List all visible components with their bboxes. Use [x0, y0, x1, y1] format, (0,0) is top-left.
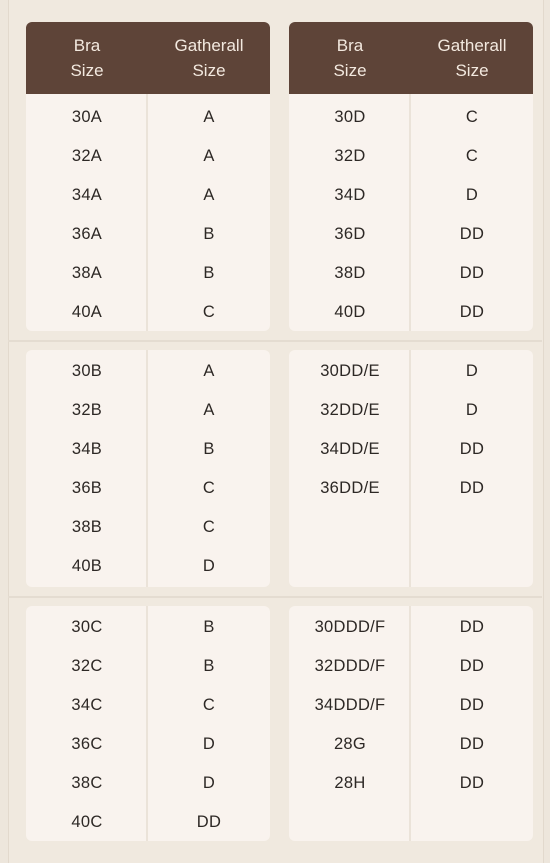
size-table-c	[26, 606, 270, 841]
header-gatherall-size: Gatherall Size	[437, 36, 507, 80]
bra-size-cell: 30B	[71, 362, 103, 380]
gatherall-size-cell: B	[203, 618, 215, 636]
gatherall-size-cell: B	[203, 657, 215, 675]
bra-size-cell: 30DD/E	[320, 362, 380, 380]
gatherall-size-cell: A	[203, 186, 215, 204]
table-row	[26, 98, 270, 137]
bra-size-cell: 32D	[334, 147, 366, 165]
size-table-b	[26, 350, 270, 587]
bra-size-cell: 34A	[71, 186, 103, 204]
table-row	[289, 98, 533, 137]
gatherall-size-cell: C	[465, 108, 479, 126]
table-row	[26, 352, 270, 391]
gatherall-size-cell: D	[465, 186, 479, 204]
size-table-d	[289, 22, 533, 331]
table-row	[289, 686, 533, 725]
gatherall-size-cell: C	[202, 696, 216, 714]
gatherall-size-cell: A	[203, 362, 215, 380]
table-row	[289, 352, 533, 391]
bra-size-cell: 28G	[333, 735, 367, 753]
table-rows	[289, 352, 533, 508]
bra-size-cell: 36DD/E	[320, 479, 380, 497]
bra-size-cell: 32B	[71, 401, 103, 419]
gatherall-size-cell: A	[203, 401, 215, 419]
bra-size-cell: 38C	[71, 774, 103, 792]
bra-size-cell: 34DD/E	[320, 440, 380, 458]
table-row	[289, 647, 533, 686]
gatherall-size-cell: DD	[459, 479, 485, 497]
bra-size-cell: 34C	[71, 696, 103, 714]
table-row	[289, 430, 533, 469]
bra-size-cell: 32A	[71, 147, 103, 165]
table-header	[289, 22, 533, 94]
gatherall-size-cell: DD	[459, 774, 485, 792]
table-row	[289, 215, 533, 254]
bra-size-cell: 34DDD/F	[314, 696, 386, 714]
table-header	[26, 22, 270, 94]
table-row	[289, 254, 533, 293]
table-row	[289, 469, 533, 508]
table-row	[26, 391, 270, 430]
table-row	[26, 547, 270, 586]
gatherall-size-cell: DD	[196, 813, 222, 831]
size-table-dd-e	[289, 350, 533, 587]
table-rows	[289, 608, 533, 803]
bra-size-cell: 40D	[334, 303, 366, 321]
gatherall-size-cell: DD	[459, 657, 485, 675]
gatherall-size-cell: DD	[459, 303, 485, 321]
gatherall-size-cell: B	[203, 225, 215, 243]
table-row	[26, 764, 270, 803]
table-row	[26, 686, 270, 725]
bra-size-cell: 32DDD/F	[314, 657, 386, 675]
table-row	[26, 254, 270, 293]
bra-size-cell: 38D	[334, 264, 366, 282]
gatherall-size-cell: DD	[459, 618, 485, 636]
bra-size-cell: 34B	[71, 440, 103, 458]
bra-size-cell: 30D	[334, 108, 366, 126]
table-row	[289, 391, 533, 430]
gatherall-size-cell: D	[465, 401, 479, 419]
table-row	[289, 764, 533, 803]
bra-size-cell: 36D	[334, 225, 366, 243]
table-rows	[289, 98, 533, 331]
table-row	[26, 725, 270, 764]
bra-size-cell: 40B	[71, 557, 103, 575]
bra-size-cell: 32C	[71, 657, 103, 675]
bra-size-cell: 36B	[71, 479, 103, 497]
table-row	[289, 137, 533, 176]
table-row	[289, 176, 533, 215]
table-row	[26, 176, 270, 215]
bra-size-cell: 36C	[71, 735, 103, 753]
table-row	[26, 215, 270, 254]
table-rows	[26, 608, 270, 841]
table-row	[26, 293, 270, 331]
gatherall-size-cell: D	[202, 735, 216, 753]
size-table-a	[26, 22, 270, 331]
section-divider	[8, 596, 542, 598]
gatherall-size-cell: A	[203, 147, 215, 165]
table-row	[26, 137, 270, 176]
bra-size-cell: 28H	[334, 774, 366, 792]
bra-size-cell: 36A	[71, 225, 103, 243]
gatherall-size-cell: C	[465, 147, 479, 165]
table-rows	[26, 98, 270, 331]
table-row	[26, 647, 270, 686]
gatherall-size-cell: B	[203, 440, 215, 458]
table-row	[26, 608, 270, 647]
header-bra-size: Bra Size	[70, 36, 104, 80]
gatherall-size-cell: C	[202, 479, 216, 497]
bra-size-cell: 40A	[71, 303, 103, 321]
gatherall-size-cell: DD	[459, 225, 485, 243]
gatherall-size-cell: C	[202, 518, 216, 536]
bra-size-cell: 30C	[71, 618, 103, 636]
bra-size-cell: 38B	[71, 518, 103, 536]
table-row	[26, 469, 270, 508]
gatherall-size-cell: DD	[459, 264, 485, 282]
gatherall-size-cell: DD	[459, 696, 485, 714]
table-row	[26, 803, 270, 841]
table-row	[26, 508, 270, 547]
bra-size-cell: 30DDD/F	[314, 618, 386, 636]
table-rows	[26, 352, 270, 586]
section-divider	[8, 340, 542, 342]
gatherall-size-cell: A	[203, 108, 215, 126]
table-row	[289, 725, 533, 764]
bra-size-cell: 40C	[71, 813, 103, 831]
table-row	[289, 293, 533, 331]
table-row	[26, 430, 270, 469]
bra-size-cell: 32DD/E	[320, 401, 380, 419]
gatherall-size-cell: DD	[459, 735, 485, 753]
gatherall-size-cell: D	[465, 362, 479, 380]
gatherall-size-cell: DD	[459, 440, 485, 458]
bra-size-cell: 38A	[71, 264, 103, 282]
table-row	[289, 608, 533, 647]
gatherall-size-cell: D	[202, 557, 216, 575]
header-gatherall-size: Gatherall Size	[174, 36, 244, 80]
bra-size-cell: 30A	[71, 108, 103, 126]
bra-size-cell: 34D	[334, 186, 366, 204]
gatherall-size-cell: D	[202, 774, 216, 792]
size-table-ddd-f	[289, 606, 533, 841]
gatherall-size-cell: B	[203, 264, 215, 282]
header-bra-size: Bra Size	[333, 36, 367, 80]
gatherall-size-cell: C	[202, 303, 216, 321]
